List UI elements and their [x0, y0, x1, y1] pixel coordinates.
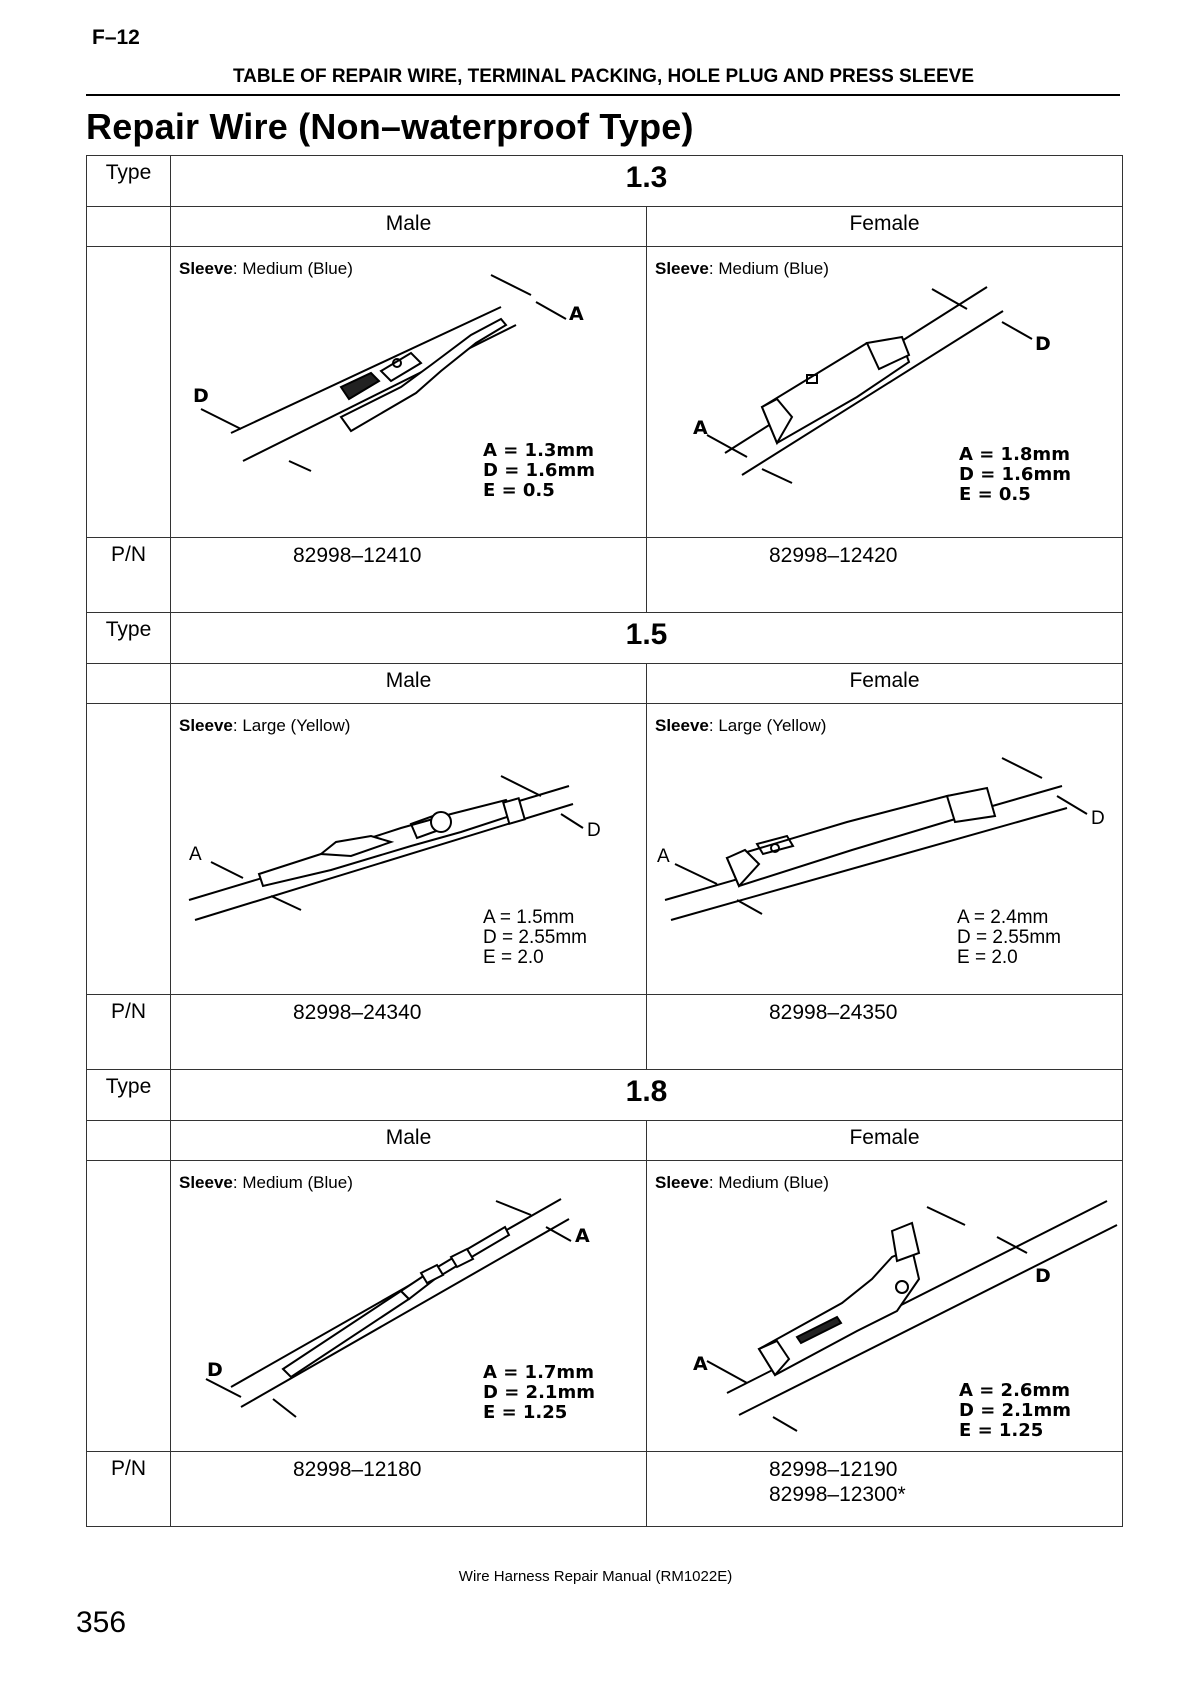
part-number: 82998–24350	[769, 1001, 898, 1024]
dimension-spec: A = 1.7mm D = 2.1mm E = 1.25	[483, 1362, 595, 1423]
male-part-number	[171, 1452, 647, 1527]
dim-label-a: A	[657, 846, 670, 867]
part-number-row	[87, 1452, 1123, 1527]
sleeve-label: Sleeve	[179, 1173, 233, 1192]
female-figure-cell	[647, 1161, 1123, 1452]
dim-label-a: A	[569, 303, 584, 325]
footer-manual-title: Wire Harness Repair Manual (RM1022E)	[458, 1568, 733, 1585]
dim-label-d: D	[207, 1359, 223, 1381]
gender-heading-row	[87, 664, 1123, 704]
empty-cell	[87, 664, 171, 704]
female-figure-cell	[647, 704, 1123, 995]
sleeve-label: Sleeve	[655, 1173, 709, 1192]
empty-cell	[87, 247, 171, 538]
dim-label-d: D	[193, 385, 209, 407]
dimension-spec: A = 1.5mm D = 2.55mm E = 2.0	[483, 907, 588, 968]
pn-label: P/N	[87, 1452, 171, 1527]
type-label: Type	[87, 156, 171, 207]
female-heading: Female	[647, 207, 1123, 247]
repair-wire-table	[86, 155, 1123, 1527]
dim-label-d: D	[1035, 1265, 1051, 1287]
sleeve-value: : Medium (Blue)	[232, 1173, 353, 1192]
sleeve-value: : Medium (Blue)	[708, 259, 829, 278]
type-value: 1.8	[171, 1070, 1123, 1121]
empty-cell	[87, 704, 171, 995]
female-part-number	[647, 538, 1123, 613]
part-number-row	[87, 538, 1123, 613]
gender-heading-row	[87, 1121, 1123, 1161]
part-number: 82998–12190	[769, 1458, 898, 1481]
dimension-spec: A = 1.8mm D = 1.6mm E = 0.5	[959, 444, 1071, 505]
sleeve-value: : Large (Yellow)	[708, 716, 827, 735]
gender-heading-row	[87, 207, 1123, 247]
dimension-spec: A = 1.3mm D = 1.6mm E = 0.5	[483, 440, 595, 501]
empty-cell	[87, 1121, 171, 1161]
male-heading: Male	[171, 207, 647, 247]
dim-label-a: A	[693, 1353, 708, 1375]
sleeve-value: : Large (Yellow)	[232, 716, 351, 735]
figure-row	[87, 704, 1123, 995]
figure-row	[87, 247, 1123, 538]
dim-label-a: A	[575, 1225, 590, 1247]
female-heading: Female	[647, 1121, 1123, 1161]
pn-label: P/N	[87, 538, 171, 613]
male-figure-cell	[171, 704, 647, 995]
dim-label-d: D	[587, 820, 601, 841]
dim-label-d: D	[1035, 333, 1051, 355]
header-title: TABLE OF REPAIR WIRE, TERMINAL PACKING, HOLE PLUG AND PRESS SLEEVE	[232, 66, 975, 87]
page-number: 356	[76, 1606, 127, 1639]
part-number: 82998–12300*	[769, 1483, 906, 1506]
sleeve-label: Sleeve	[179, 716, 233, 735]
sleeve-label: Sleeve	[179, 259, 233, 278]
female-figure-cell	[647, 247, 1123, 538]
dim-label-d: D	[1091, 808, 1105, 829]
type-label: Type	[87, 1070, 171, 1121]
female-heading: Female	[647, 664, 1123, 704]
male-heading: Male	[171, 664, 647, 704]
pn-label: P/N	[87, 995, 171, 1070]
sleeve-label: Sleeve	[655, 716, 709, 735]
type-row	[87, 1070, 1123, 1121]
part-number: 82998–12420	[769, 544, 898, 567]
male-figure-cell	[171, 1161, 647, 1452]
type-value: 1.5	[171, 613, 1123, 664]
male-part-number	[171, 538, 647, 613]
type-row	[87, 156, 1123, 207]
empty-cell	[87, 1161, 171, 1452]
type-row	[87, 613, 1123, 664]
male-figure-cell	[171, 247, 647, 538]
figure-row	[87, 1161, 1123, 1452]
dim-label-a: A	[189, 844, 202, 865]
section-id: F–12	[92, 26, 140, 49]
male-heading: Male	[171, 1121, 647, 1161]
dimension-spec: A = 2.6mm D = 2.1mm E = 1.25	[959, 1380, 1071, 1441]
header-rule	[86, 94, 1120, 96]
sleeve-label: Sleeve	[655, 259, 709, 278]
part-number: 82998–24340	[293, 1001, 422, 1024]
female-part-number	[647, 995, 1123, 1070]
page-title: Repair Wire (Non–waterproof Type)	[86, 106, 694, 147]
part-number-row	[87, 995, 1123, 1070]
part-number: 82998–12410	[293, 544, 422, 567]
empty-cell	[87, 207, 171, 247]
dim-label-a: A	[693, 417, 708, 439]
dimension-spec: A = 2.4mm D = 2.55mm E = 2.0	[957, 907, 1062, 968]
female-part-number	[647, 1452, 1123, 1527]
sleeve-value: : Medium (Blue)	[708, 1173, 829, 1192]
male-part-number	[171, 995, 647, 1070]
type-value: 1.3	[171, 156, 1123, 207]
type-label: Type	[87, 613, 171, 664]
sleeve-value: : Medium (Blue)	[232, 259, 353, 278]
part-number: 82998–12180	[293, 1458, 422, 1481]
